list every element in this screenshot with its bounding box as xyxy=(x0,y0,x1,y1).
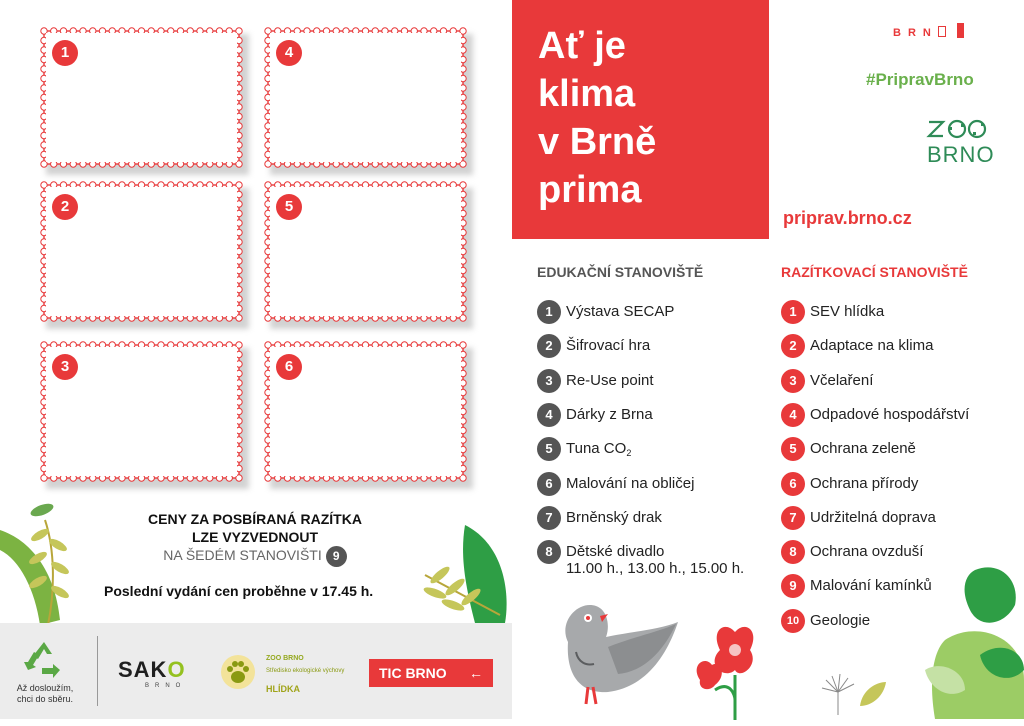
prize-line-1: CENY ZA POSBÍRANÁ RAZÍTKA xyxy=(148,511,362,527)
station-number-badge: 5 xyxy=(537,437,561,461)
recycle-slogan: Až dosloužím, chci do sběru. xyxy=(16,683,74,704)
station-number-badge: 8 xyxy=(537,540,561,564)
station-label: Ochrana ovzduší xyxy=(810,543,924,560)
prize-line-2: LZE VYZVEDNOUT xyxy=(191,529,318,545)
station-number-badge: 3 xyxy=(781,369,805,393)
stamp-slot-2 xyxy=(40,181,243,322)
station-label: Malování kamínků xyxy=(810,577,932,594)
prize-line-3: NA ŠEDÉM STANOVIŠTI xyxy=(163,547,322,564)
station-label: Re-Use point xyxy=(566,372,654,389)
leaves-left-icon xyxy=(0,500,100,625)
stamp-number: 4 xyxy=(276,40,302,66)
station-number-badge: 2 xyxy=(537,334,561,358)
station-label: Malování na obličej xyxy=(566,475,695,492)
station-number-badge: 4 xyxy=(781,403,805,427)
station-label: Dětské divadlo 11.00 h., 13.00 h., 15.00 h. xyxy=(566,543,745,577)
station-label: Včelaření xyxy=(810,372,874,389)
stamp-slot-5 xyxy=(264,181,467,322)
leaves-corner-icon xyxy=(905,560,1024,719)
flower-illustration xyxy=(680,620,780,720)
sako-logo-subtitle: BRNO xyxy=(145,683,187,689)
recycle-icon xyxy=(22,640,66,680)
edu-stations-title: EDUKAČNÍ STANOVIŠTĚ xyxy=(537,264,704,280)
stamp-number: 5 xyxy=(276,194,302,220)
tic-brno-label: TIC BRNO xyxy=(379,665,447,681)
station-number-badge: 10 xyxy=(781,609,805,633)
station-number-badge: 4 xyxy=(537,403,561,427)
page-title: Ať je klima v Brně prima xyxy=(538,25,657,211)
tic-brno-button[interactable] xyxy=(369,659,493,687)
zoo-brno-small-logo: ZOO BRNO xyxy=(266,655,304,662)
stamp-number: 1 xyxy=(52,40,78,66)
prize-info xyxy=(130,510,380,567)
paw-icon xyxy=(220,654,256,690)
pigeon-illustration xyxy=(548,592,683,712)
stamp-slot-4 xyxy=(264,27,467,168)
station-label: Odpadové hospodářství xyxy=(810,406,970,423)
station-number-badge: 1 xyxy=(781,300,805,324)
zoo-brno-logo-text: BRNO xyxy=(927,142,995,167)
brno-city-logo: B R N xyxy=(893,23,971,43)
station-number-badge: 3 xyxy=(537,369,561,393)
stamp-slot-6 xyxy=(264,341,467,482)
station-label: Adaptace na klima xyxy=(810,337,934,354)
station-label: Brněnský drak xyxy=(566,509,662,526)
website-link[interactable]: priprav.brno.cz xyxy=(783,208,912,228)
stamp-number: 6 xyxy=(276,354,302,380)
arrow-left-icon: ← xyxy=(469,665,483,681)
title-block xyxy=(512,0,769,239)
station-number-badge: 9 xyxy=(781,574,805,598)
station-number-badge: 7 xyxy=(537,506,561,530)
station-number-badge: 2 xyxy=(781,334,805,358)
hashtag: #PripravBrno xyxy=(866,70,974,89)
small-leaf-icon xyxy=(858,680,888,708)
station-label: Geologie xyxy=(810,612,871,629)
sako-logo: SAKO xyxy=(118,657,186,682)
stamp-stations-title: RAZÍTKOVACÍ STANOVIŠTĚ xyxy=(781,264,968,280)
stamp-slot-1 xyxy=(40,27,243,168)
station-number-badge: 1 xyxy=(537,300,561,324)
stamp-slot-3 xyxy=(40,341,243,482)
prize-station-badge: 9 xyxy=(326,546,347,567)
footer-divider xyxy=(97,636,98,706)
station-number-badge: 6 xyxy=(537,472,561,496)
last-issue-text: Poslední vydání cen proběhne v 17.45 h. xyxy=(104,583,374,599)
station-label: Šifrovací hra xyxy=(566,337,651,354)
station-number-badge: 5 xyxy=(781,437,805,461)
leaves-right-icon xyxy=(405,525,512,623)
station-label: Ochrana přírody xyxy=(810,475,919,492)
station-label: Ochrana zeleně xyxy=(810,440,916,457)
station-label: Udržitelná doprava xyxy=(810,509,936,526)
hlidka-logo: HLÍDKA xyxy=(266,684,300,694)
station-label: SEV hlídka xyxy=(810,303,885,320)
zoo-logo-icon xyxy=(925,118,997,140)
hlidka-subtitle: Středisko ekologické výchovy xyxy=(266,668,345,674)
stamp-number: 3 xyxy=(52,354,78,380)
station-number-badge: 8 xyxy=(781,540,805,564)
station-number-badge: 7 xyxy=(781,506,805,530)
station-label: Výstava SECAP xyxy=(566,303,675,320)
station-number-badge: 6 xyxy=(781,472,805,496)
stamp-number: 2 xyxy=(52,194,78,220)
station-label: Dárky z Brna xyxy=(566,406,653,423)
station-label: Tuna $CO_2$ xyxy=(566,440,632,458)
